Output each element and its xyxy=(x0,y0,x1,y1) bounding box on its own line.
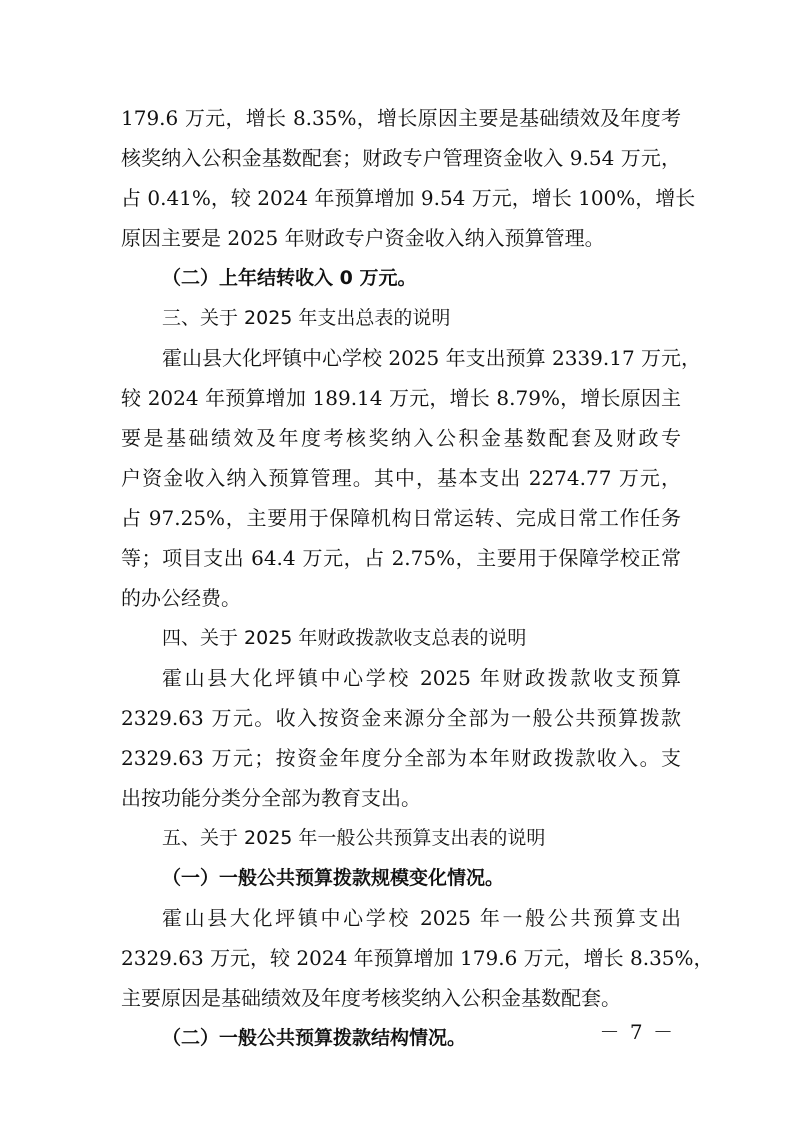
body-text-line: 要是基础绩效及年度考核奖纳入公积金基数配套及财政专 xyxy=(121,426,681,450)
body-text-line: 主要原因是基础绩效及年度考核奖纳入公积金基数配套。 xyxy=(121,986,621,1010)
section-heading: 四、关于 2025 年财政拨款收支总表的说明 xyxy=(162,627,527,649)
sub-heading: （一）一般公共预算拨款规模变化情况。 xyxy=(162,867,505,889)
body-text-line: 户资金收入纳入预算管理。其中，基本支出 2274.77 万元， xyxy=(121,466,681,490)
sub-heading: （二）一般公共预算拨款结构情况。 xyxy=(162,1027,467,1049)
body-text-line: 原因主要是 2025 年财政专户资金收入纳入预算管理。 xyxy=(121,226,605,250)
body-text-line: 2329.63 万元。收入按资金来源分全部为一般公共预算拨款 xyxy=(121,706,681,730)
page-number: － 7 － xyxy=(599,1020,675,1044)
body-text-line: 霍山县大化坪镇中心学校 2025 年支出预算 2339.17 万元， xyxy=(162,346,702,370)
sub-heading: （二）上年结转收入 0 万元。 xyxy=(162,267,417,289)
body-text-line: 较 2024 年预算增加 189.14 万元，增长 8.79%，增长原因主 xyxy=(121,386,681,410)
body-text-line: 的办公经费。 xyxy=(121,586,241,610)
body-text-line: 霍山县大化坪镇中心学校 2025 年一般公共预算支出 xyxy=(162,906,681,930)
body-text-line: 2329.63 万元，较 2024 年预算增加 179.6 万元，增长 8.35%， xyxy=(121,946,714,970)
body-text-line: 179.6 万元，增长 8.35%，增长原因主要是基础绩效及年度考 xyxy=(121,106,681,130)
section-heading: 五、关于 2025 年一般公共预算支出表的说明 xyxy=(162,827,546,849)
body-text-line: 2329.63 万元；按资金年度分全部为本年财政拨款收入。支 xyxy=(121,746,681,770)
body-text-line: 占 0.41%，较 2024 年预算增加 9.54 万元，增长 100%，增长 xyxy=(121,186,696,210)
body-text-line: 霍山县大化坪镇中心学校 2025 年财政拨款收支预算 xyxy=(162,666,681,690)
body-text-line: 出按功能分类分全部为教育支出。 xyxy=(121,786,421,810)
body-text-line: 占 97.25%，主要用于保障机构日常运转、完成日常工作任务 xyxy=(121,506,681,530)
section-heading: 三、关于 2025 年支出总表的说明 xyxy=(162,307,451,329)
body-text-line: 等；项目支出 64.4 万元，占 2.75%，主要用于保障学校正常 xyxy=(121,546,681,570)
body-text-line: 核奖纳入公积金基数配套；财政专户管理资金收入 9.54 万元， xyxy=(121,146,681,170)
